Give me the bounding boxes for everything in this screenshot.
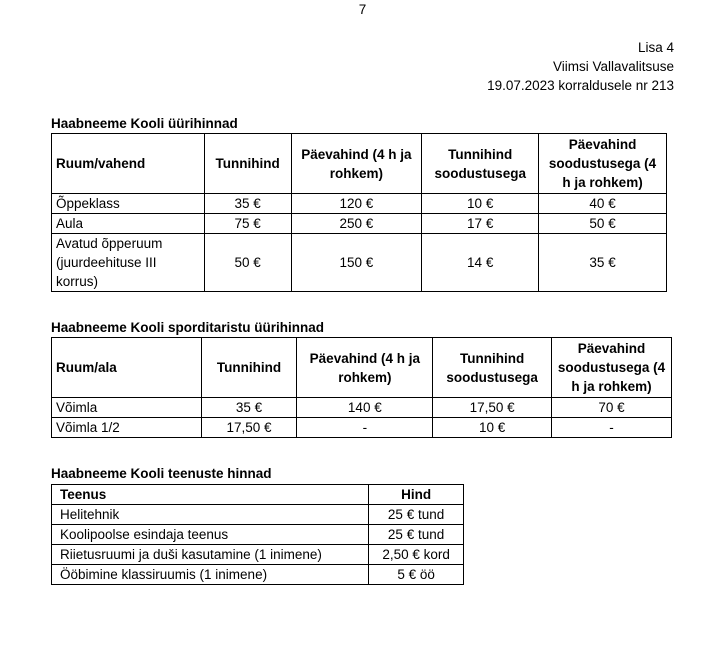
column-header: Päevahind (4 h ja rohkem): [291, 134, 422, 194]
table-row: [52, 505, 464, 525]
section-title-sports-prices: Haabneeme Kooli sporditaristu üürihinnad: [51, 320, 325, 335]
table-cell: 25 € tund: [369, 525, 464, 545]
table-cell: 50 €: [539, 214, 667, 234]
table-cell: 5 € öö: [369, 565, 464, 585]
header-attachment-label: Lisa 4: [637, 40, 674, 55]
table-cell: 10 €: [433, 418, 552, 438]
column-header: Ruum/vahend: [52, 134, 205, 194]
table-cell: 25 € tund: [369, 505, 464, 525]
column-header: Tunnihind: [204, 134, 291, 194]
column-header: Ruum/ala: [52, 338, 202, 398]
column-header: Päevahind soodustusega (4 h ja rohkem): [539, 134, 667, 194]
table-cell: -: [297, 418, 433, 438]
table-cell: Aula: [52, 214, 205, 234]
table-cell: 10 €: [422, 194, 539, 214]
table-cell: 35 €: [539, 234, 667, 292]
table-cell: 120 €: [291, 194, 422, 214]
section-title-rental-prices: Haabneeme Kooli üürihinnad: [51, 116, 238, 131]
column-header: Tunnihind: [201, 338, 297, 398]
column-header: Teenus: [52, 485, 369, 505]
table-cell: 140 €: [297, 398, 433, 418]
table-cell: Võimla: [52, 398, 202, 418]
table-cell: 17,50 €: [201, 418, 297, 438]
table-row: [52, 418, 672, 438]
column-header: Tunnihind soodustusega: [433, 338, 552, 398]
table-cell: -: [552, 418, 672, 438]
table-cell: 17,50 €: [433, 398, 552, 418]
table-cell: 14 €: [422, 234, 539, 292]
table-cell: Võimla 1/2: [52, 418, 202, 438]
service-prices-table: [51, 484, 464, 585]
table-cell: 40 €: [539, 194, 667, 214]
table-row: [52, 234, 667, 292]
page-number: 7: [358, 2, 367, 17]
table-cell: 150 €: [291, 234, 422, 292]
header-decision-reference: 19.07.2023 korraldusele nr 213: [487, 78, 674, 93]
table-header-row: [52, 485, 464, 505]
table-row: [52, 545, 464, 565]
sports-prices-table: [51, 337, 672, 438]
table-cell: Ööbimine klassiruumis (1 inimene): [52, 565, 369, 585]
table-cell: 2,50 € kord: [369, 545, 464, 565]
table-row: [52, 565, 464, 585]
table-cell: Helitehnik: [52, 505, 369, 525]
table-header-row: [52, 338, 672, 398]
column-header: Päevahind (4 h ja rohkem): [297, 338, 433, 398]
header-issuer: Viimsi Vallavalitsuse: [552, 59, 674, 74]
table-cell: Riietusruumi ja duši kasutamine (1 inimene): [52, 545, 369, 565]
table-row: [52, 214, 667, 234]
column-header: Päevahind soodustusega (4 h ja rohkem): [552, 338, 672, 398]
table-cell: 250 €: [291, 214, 422, 234]
table-row: [52, 194, 667, 214]
table-row: [52, 525, 464, 545]
section-title-service-prices: Haabneeme Kooli teenuste hinnad: [51, 466, 272, 481]
column-header: Tunnihind soodustusega: [422, 134, 539, 194]
table-cell: 17 €: [422, 214, 539, 234]
table-cell: Õppeklass: [52, 194, 205, 214]
table-cell: 70 €: [552, 398, 672, 418]
table-header-row: [52, 134, 667, 194]
document-header: [487, 38, 674, 95]
column-header: Hind: [369, 485, 464, 505]
table-cell: 35 €: [201, 398, 297, 418]
table-cell: Avatud õpperuum (juurdeehituse III korrus): [52, 234, 205, 292]
table-cell: 50 €: [204, 234, 291, 292]
table-row: [52, 398, 672, 418]
table-cell: Koolipoolse esindaja teenus: [52, 525, 369, 545]
rental-prices-table: [51, 133, 667, 292]
table-cell: 75 €: [204, 214, 291, 234]
table-cell: 35 €: [204, 194, 291, 214]
